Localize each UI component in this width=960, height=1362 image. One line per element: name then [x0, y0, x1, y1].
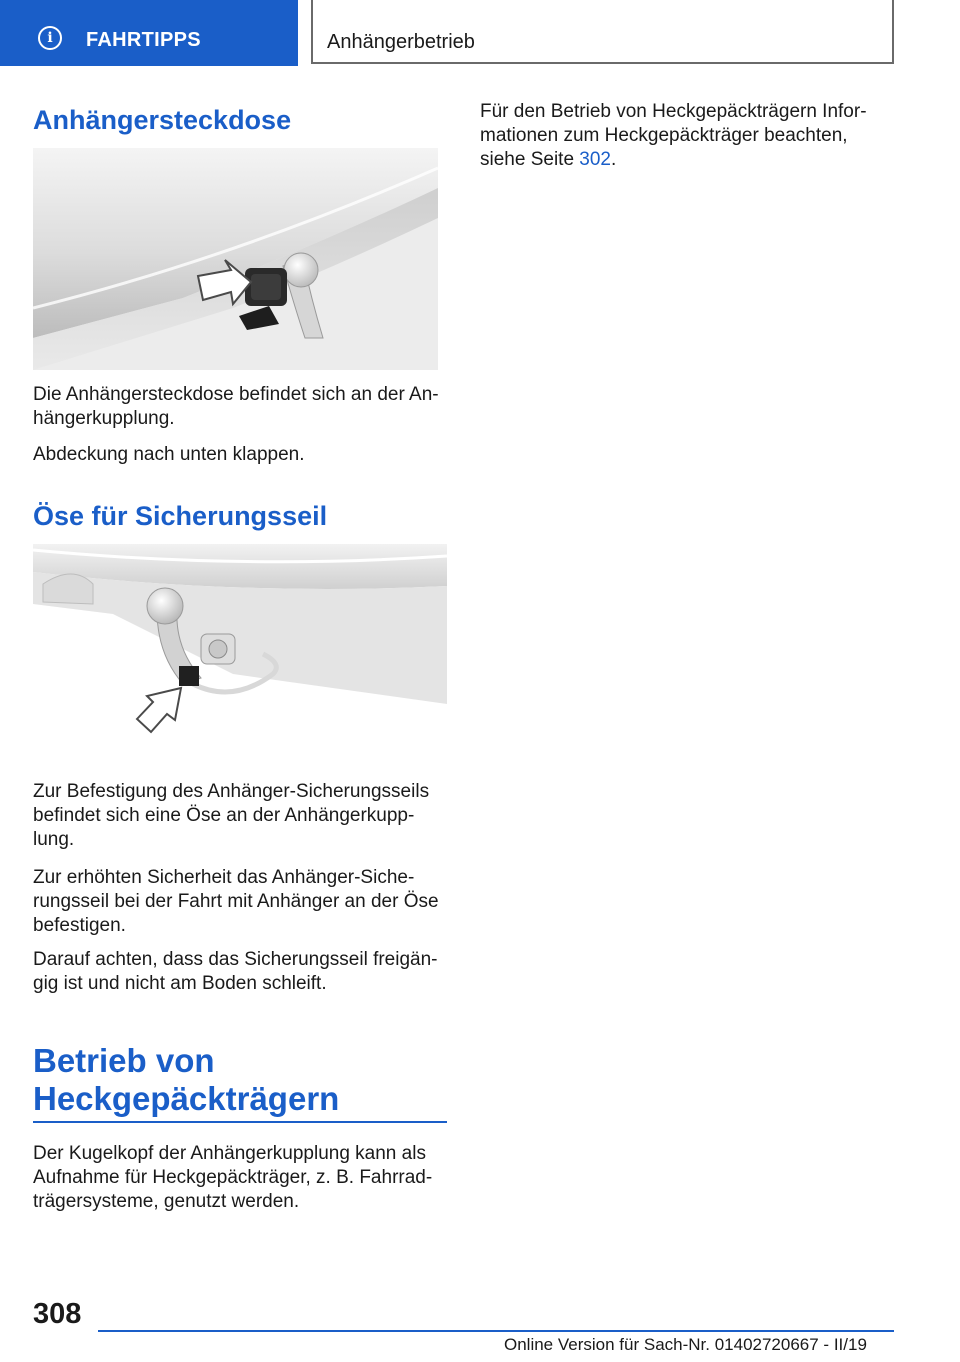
text-suffix: .: [611, 149, 617, 170]
paragraph-line: mationen zum Heckgepäckträger beachten,: [480, 125, 848, 146]
section-title-line: Betrieb von: [33, 1042, 215, 1079]
paragraph-line: Der Kugelkopf der Anhängerkupplung kann als: [33, 1143, 426, 1164]
section-title-line: Heckgepäckträgern: [33, 1080, 340, 1117]
paragraph-line: Darauf achten, dass das Sicherungsseil freigän‐: [33, 949, 438, 970]
footer-rule: [98, 1330, 894, 1332]
section1-body: [33, 383, 447, 467]
page-number: 308: [33, 1298, 82, 1330]
page-link-302[interactable]: 302: [579, 149, 611, 170]
header-section-tab: [0, 0, 298, 66]
header-topic-box: [311, 0, 894, 64]
right-column: [480, 100, 900, 172]
section2-body: [33, 780, 447, 996]
safety-eyelet-illustration: [33, 544, 447, 742]
paragraph-line: befestigen.: [33, 915, 126, 936]
header-topic-label: Anhängerbetrieb: [327, 31, 475, 53]
text-prefix: siehe Seite: [480, 149, 580, 170]
paragraph-line: [480, 148, 900, 172]
paragraph-line: trägersysteme, genutzt werden.: [33, 1191, 300, 1212]
section-title-oese: Öse für Sicherungsseil: [33, 501, 328, 531]
section3-heading: [33, 1042, 447, 1118]
paragraph-line: Zur erhöhten Sicherheit das Anhänger-Siche‐: [33, 867, 415, 888]
section-rule: [33, 1121, 447, 1123]
section3-body: [33, 1142, 447, 1214]
paragraph-line: Die Anhängersteckdose befindet sich an der An‐: [33, 384, 439, 405]
paragraph-line: Zur Befestigung des Anhänger-Sicherungsseils: [33, 781, 430, 802]
figure-trailer-socket: [33, 148, 438, 370]
paragraph-line: gig ist und nicht am Boden schleift.: [33, 973, 327, 994]
trailer-socket-illustration: [33, 148, 438, 370]
paragraph-line: rungsseil bei der Fahrt mit Anhänger an der Öse: [33, 891, 439, 912]
paragraph-line: hängerkupplung.: [33, 408, 175, 429]
figure-safety-eyelet: [33, 544, 447, 742]
paragraph-line: Aufnahme für Heckgepäckträger, z. B. Fahrrad‐: [33, 1167, 433, 1188]
section-title-anhaengersteckdose: Anhängersteckdose: [33, 105, 292, 135]
paragraph-line: Für den Betrieb von Heckgepäckträgern Infor‐: [480, 101, 867, 122]
footer-version-text: Online Version für Sach-Nr. 01402720667 - II/19: [504, 1335, 867, 1354]
header-section-label: FAHRTIPPS: [86, 29, 201, 51]
paragraph: Abdeckung nach unten klappen.: [33, 444, 305, 465]
paragraph-line: lung.: [33, 829, 75, 850]
info-icon: i: [38, 26, 62, 50]
paragraph-line: befindet sich eine Öse an der Anhängerkupp‐: [33, 805, 415, 826]
